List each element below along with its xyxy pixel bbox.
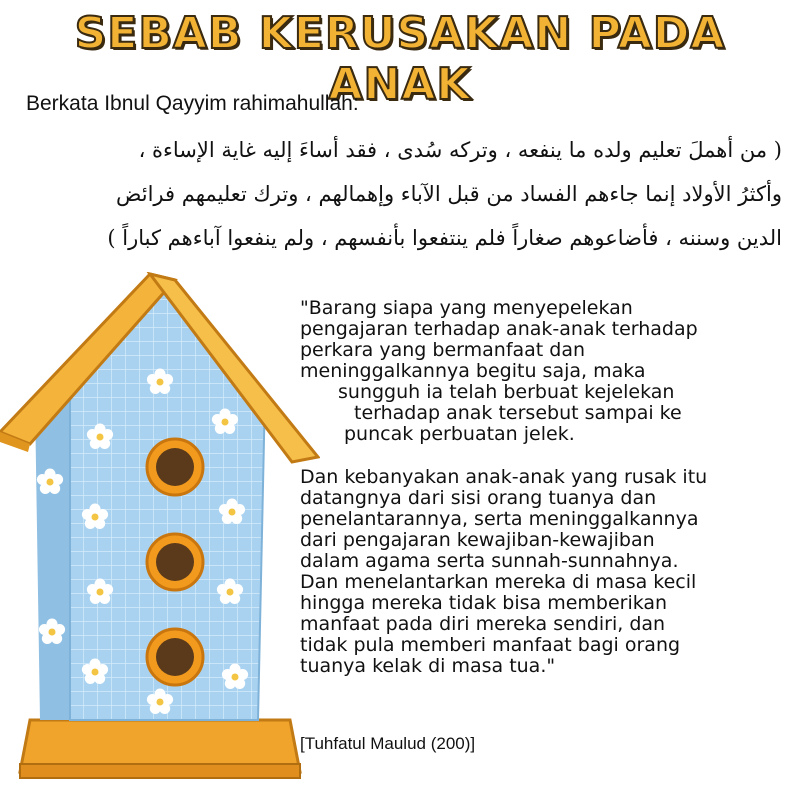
page-title: SEBAB KERUSAKAN PADA ANAK (74, 8, 726, 110)
quote-line: meninggalkannya begitu saja, maka (300, 360, 646, 382)
quote-line: perkara yang bermanfaat dan (300, 339, 586, 361)
quote-line: dalam agama serta sunnah-sunnahnya. (300, 550, 679, 572)
quote-line: datangnya dari sisi orang tuanya dan (300, 487, 657, 509)
quote-line: hingga mereka tidak bisa memberikan (300, 592, 668, 614)
quote-line: sungguh ia telah berbuat kejelekan (338, 381, 675, 403)
arabic-quote (18, 128, 782, 260)
intro-text: Berkata Ibnul Qayyim rahimahullah: (26, 92, 359, 115)
quote-line: Dan kebanyakan anak-anak yang rusak itu (300, 466, 708, 488)
arabic-line: وأكثرُ الأولاد إنما جاءهم الفساد من قبل الآباء وإهمالهم ، وترك تعليمهم فرائض (116, 182, 782, 206)
source-citation: [Tuhfatul Maulud (200)] (300, 734, 476, 753)
quote-translation (300, 298, 790, 677)
quote-line: penelantarannya, serta meninggalkannya (300, 508, 699, 530)
quote-line: tidak pula memberi manfaat bagi orang (300, 634, 681, 656)
quote-line: Dan menelantarkan mereka di masa kecil (300, 571, 697, 593)
quote-line: dari pengajaran kewajiban-kewajiban (300, 529, 655, 551)
quote-line: puncak perbuatan jelek. (344, 423, 575, 445)
quote-line: tuanya kelak di masa tua." (300, 655, 556, 677)
quote-line: "Barang siapa yang menyepelekan (300, 297, 633, 319)
arabic-line: ( من أهملَ تعليم ولده ما ينفعه ، وتركه سُدى ، فقد أساءَ إليه غاية الإساءة ، (138, 138, 782, 162)
quote-line: manfaat pada diri mereka sendiri, dan (300, 613, 666, 635)
birdhouse-illustration (0, 272, 320, 792)
quote-line: pengajaran terhadap anak-anak terhadap (300, 318, 698, 340)
arabic-line: الدين وسننه ، فأضاعوهم صغاراً فلم ينتفعوا بأنفسهم ، ولم ينفعوا آباءهم كباراً ) (107, 226, 782, 250)
quote-line: terhadap anak tersebut sampai ke (354, 402, 682, 424)
